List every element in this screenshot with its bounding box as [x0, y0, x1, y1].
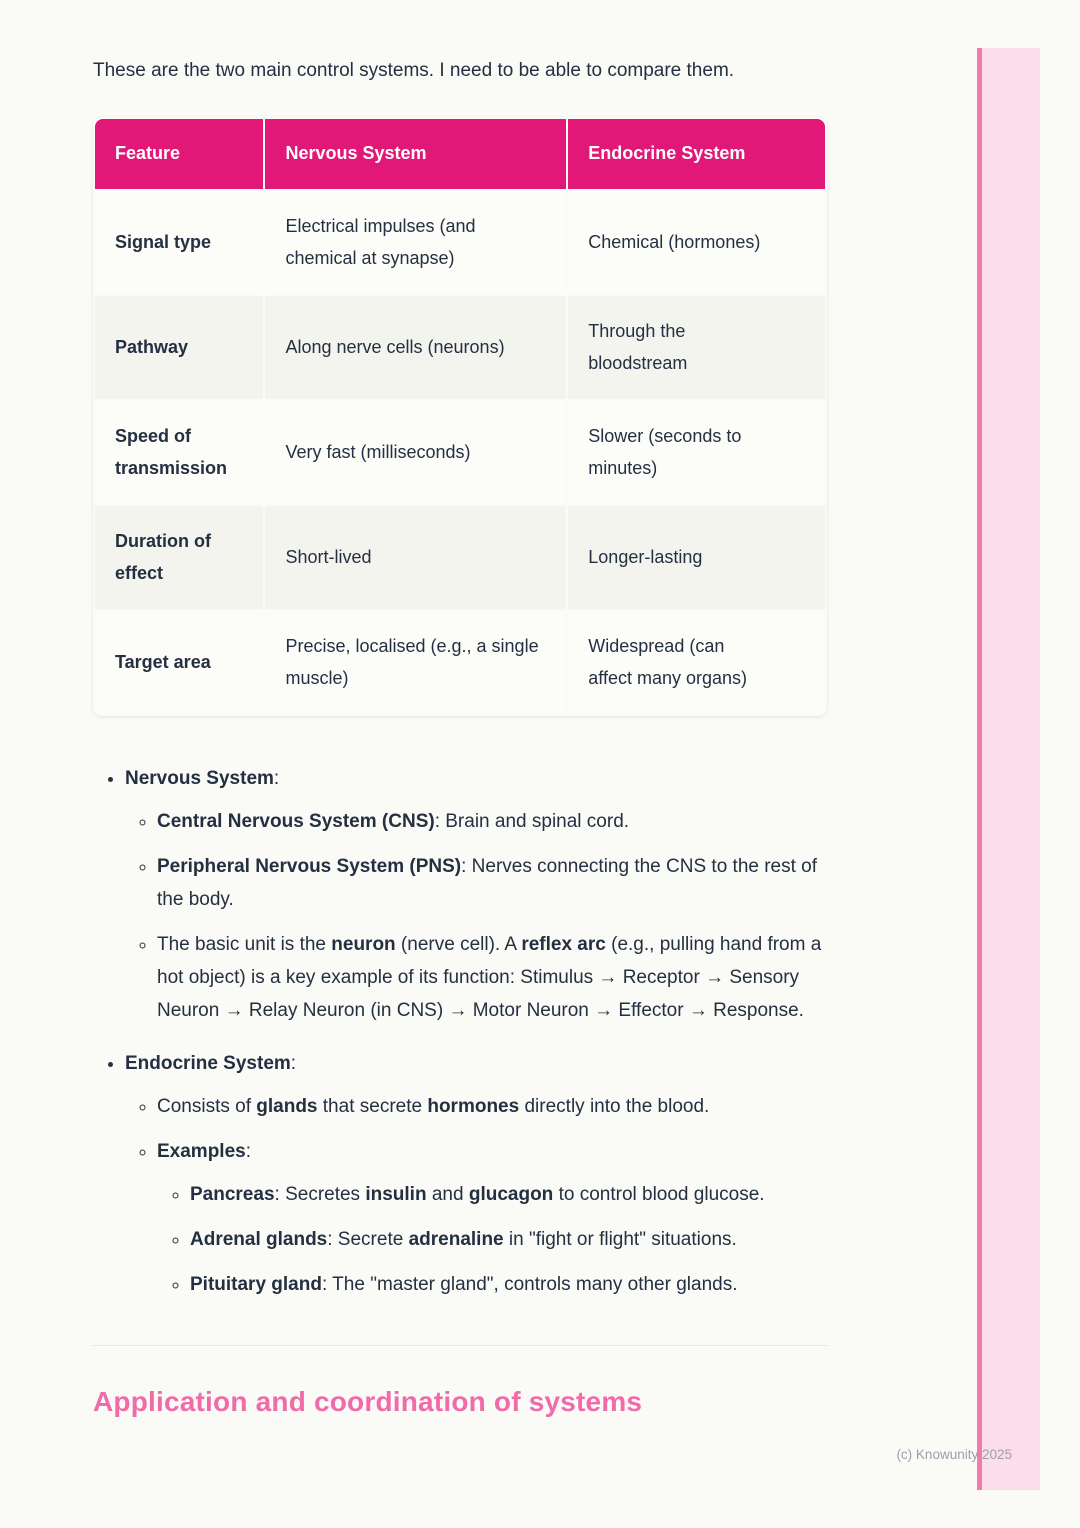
table-row: [95, 611, 825, 714]
table-header-feature: Feature: [95, 119, 263, 189]
cell-endocrine: Widespread (can affect many organs): [568, 611, 825, 714]
list-item-text: Pancreas: Secretes insulin and glucagon to control blood glucose.: [190, 1184, 765, 1206]
list-item-text: The basic unit is the neuron (nerve cell). A reflex arc (e.g., pulling hand from a hot object) is a key example of its function: Stimulus → Receptor → Sensory Neuron → Relay Neuron (in CNS) → Motor Neuron → Effector → Response.: [157, 933, 822, 1021]
cell-feature: Duration of effect: [95, 506, 263, 609]
list-item-cns: [157, 805, 827, 838]
list-item-glands: [157, 1090, 827, 1123]
cell-endocrine: Longer-lasting: [568, 506, 825, 609]
list-item-text: Nervous System:: [125, 767, 280, 789]
list-item-nervous-system: [125, 762, 827, 1027]
examples-sublist: [157, 1178, 827, 1301]
list-item-pituitary-gland: [190, 1268, 827, 1301]
intro-text: These are the two main control systems. I need to be able to compare them.: [93, 60, 735, 81]
cell-endocrine: Through the bloodstream: [568, 296, 825, 399]
page-edge-strip: [977, 48, 1040, 1490]
nervous-sublist: [125, 805, 827, 1027]
table-row: [95, 506, 825, 609]
cell-nervous: Electrical impulses (and chemical at synapse): [265, 191, 566, 294]
cell-endocrine: Chemical (hormones): [568, 191, 825, 294]
cell-nervous: Short-lived: [265, 506, 566, 609]
list-item-endocrine-system: [125, 1047, 827, 1301]
list-item-examples: [157, 1135, 827, 1301]
list-item-text: Peripheral Nervous System (PNS): Nerves connecting the CNS to the rest of the body.: [157, 855, 818, 910]
list-item-text: Central Nervous System (CNS): Brain and spinal cord.: [157, 810, 630, 832]
cell-nervous: Along nerve cells (neurons): [265, 296, 566, 399]
cell-nervous: Very fast (milliseconds): [265, 401, 566, 504]
list-item-text: Consists of glands that secrete hormones directly into the blood.: [157, 1095, 710, 1117]
list-item-adrenal-glands: [190, 1223, 827, 1256]
endocrine-sublist: [125, 1090, 827, 1301]
table-header-nervous-system: Nervous System: [265, 119, 566, 189]
list-item-text: Pituitary gland: The "master gland", controls many other glands.: [190, 1274, 738, 1296]
list-item-text: Endocrine System:: [125, 1052, 297, 1074]
table-row: [95, 191, 825, 294]
cell-endocrine: Slower (seconds to minutes): [568, 401, 825, 504]
notes-section: [93, 762, 827, 1302]
notes-page-content: [93, 58, 827, 1418]
copyright-text: (c) Knowunity 2025: [896, 1447, 1012, 1462]
cell-feature: Signal type: [95, 191, 263, 294]
comparison-table: [93, 117, 827, 716]
list-item-pns: [157, 850, 827, 916]
list-item-text: Examples:: [157, 1141, 252, 1163]
table-header-endocrine-system: Endocrine System: [568, 119, 825, 189]
section-divider: [93, 1345, 827, 1346]
cell-feature: Target area: [95, 611, 263, 714]
section-heading: Application and coordination of systems: [93, 1386, 643, 1418]
cell-feature: Speed of transmission: [95, 401, 263, 504]
table-row: [95, 401, 825, 504]
list-item-text: Adrenal glands: Secrete adrenaline in "fight or flight" situations.: [190, 1229, 737, 1251]
table-row: [95, 296, 825, 399]
list-item-neuron-reflex-arc: [157, 928, 827, 1027]
notes-list: [93, 762, 827, 1302]
cell-nervous: Precise, localised (e.g., a single muscle): [265, 611, 566, 714]
list-item-pancreas: [190, 1178, 827, 1211]
table-header-row: [95, 119, 825, 189]
cell-feature: Pathway: [95, 296, 263, 399]
